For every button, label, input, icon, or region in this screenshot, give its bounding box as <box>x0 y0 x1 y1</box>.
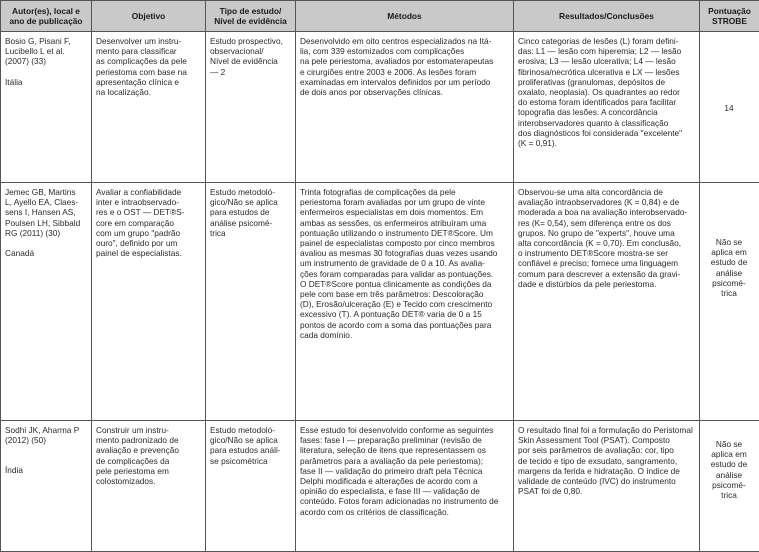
cell-objetivo: Construir um instru- mento padronizado de avaliação e prevenção de complicações da pele periestoma em colostomizados. <box>92 421 206 552</box>
cell-resultados: O resultado final foi a formulação do Peristomal Skin Assessment Tool (PSAT). Composto por seis parâmetros de avaliação: cor, tipo de tecido e tipo de exsudato, sangramento, margens da ferida e hidratação. O índice de validade de conteúdo (IVC) do instrumento PSAT foi de 0,80. <box>514 421 700 552</box>
table-row <box>1 32 759 183</box>
cell-metodos: Trinta fotografias de complicações da pele periestoma foram avaliadas por um grupo de vinte enfermeiros especialistas em dois momentos. Em ambas as sessões, os enfermeiros atribuíram uma pontuação utilizando o instrumento DET®Score. Um painel de especialistas composto por cinco membros avaliou as mesmas 30 fotografias duas vezes usando um instrumento de gravidade de 0 a 10. As avalia- ções foram comparadas para validar as pontuações. O DET®Score pontua clinicamente as condições da pele com base em três parâmetros: Descoloração (D), Erosão/ulceração (E) e Tecido com crescimento excessivo (T). A pontuação DET® varia de 0 a 15 pontos de acordo com a soma das pontuações para cada domínio. <box>296 183 514 421</box>
country-text: Itália <box>5 77 86 87</box>
header-tipo: Tipo de estudo/ Nível de evidência <box>206 1 296 32</box>
author-text: Sodhi JK, Aharma P (2012) (50) <box>5 425 79 445</box>
header-resultados: Resultados/Conclusões <box>514 1 700 32</box>
author-text: Bosio G, Pisani F, Lucibello L et al. (2007) (33) <box>5 36 70 66</box>
cell-metodos: Desenvolvido em oito centros especializados na Itá- lia, com 339 estomizados com complicações na pele periestoma, avaliados por estomaterapeutas e cirurgiões entre 2003 e 2006. As lesões foram examinadas em intervalos definidos por um período de dois anos por observações clínicas. <box>296 32 514 183</box>
header-autor: Autor(es), local e ano de publicação <box>1 1 92 32</box>
cell-objetivo: Avaliar a confiabilidade inter e intraobservado- res e o OST — DET®S- core em comparação com um grupo "padrão ouro", definido por um painel de especialistas. <box>92 183 206 421</box>
cell-tipo: Estudo metodoló- gico/Não se aplica para estudos de análise psicomé- trica <box>206 183 296 421</box>
cell-pontuacao: Não se aplica em estudo de análise psicomé- trica <box>700 183 759 421</box>
cell-objetivo: Desenvolver um instru- mento para classificar as complicações da pele periestoma com base na apresentação clínica e na localização. <box>92 32 206 183</box>
cell-tipo: Estudo metodoló- gico/Não se aplica para estudos análi- se psicométrica <box>206 421 296 552</box>
header-metodos: Métodos <box>296 1 514 32</box>
cell-autor <box>1 183 92 421</box>
country-text: Canadá <box>5 248 86 258</box>
header-pontuacao: Pontuação STROBE <box>700 1 759 32</box>
country-text: Índia <box>5 465 86 475</box>
table-row <box>1 421 759 552</box>
cell-tipo: Estudo prospectivo, observacional/ Nível de evidência — 2 <box>206 32 296 183</box>
header-objetivo: Objetivo <box>92 1 206 32</box>
author-text: Jemec GB, Martins L, Ayello EA, Claes- sens I, Hansen AS, Poulsen LH, Sibbald RG (2011) (30) <box>5 187 80 238</box>
cell-pontuacao: 14 <box>700 32 759 183</box>
cell-pontuacao: Não se aplica em estudo de análise psicomé- trica <box>700 421 759 552</box>
table-row <box>1 183 759 421</box>
cell-resultados: Cinco categorias de lesões (L) foram defini- das: L1 — lesão com hiperemia; L2 — lesão erosiva; L3 — lesão ulcerativa; L4 — lesão fibrinosa/necrótica ulcerativa e LX — lesões proliferativas (granulomas, depósitos de oxalato, neoplasia). Os quadrantes ao redor do estoma foram identificados para facilitar topografia das lesões. A concordância interobservadores quanto à classificação dos diagnósticos foi considerada "excelente" (K = 0,91). <box>514 32 700 183</box>
cell-metodos: Esse estudo foi desenvolvido conforme as seguintes fases: fase I — preparação preliminar (revisão de literatura, seleção de itens que representassem os parâmetros para a avaliação da pele periestoma); fase II — validação do primeiro draft pela Técnica Delphi modificada e alterações de acordo com a opinião do especialista, e fase III — validação de conteúdo. Fotos foram adicionadas no instrumento de acordo com os critérios de classificação. <box>296 421 514 552</box>
header-row <box>1 1 759 32</box>
cell-autor <box>1 421 92 552</box>
cell-autor <box>1 32 92 183</box>
cell-resultados: Observou-se uma alta concordância de avaliação intraobservadores (K = 0,84) e de moderada a boa na avaliação interobservado- res (K= 0,54), sem diferença entre os dos grupos. No grupo de "experts", houve uma alta concordância (K = 0,70). Em conclusão, o instrumento DET®Score mostra-se ser confiável e preciso; fornece uma linguagem comum para descrever a extensão da gravi- dade e distúrbios da pele periestoma. <box>514 183 700 421</box>
